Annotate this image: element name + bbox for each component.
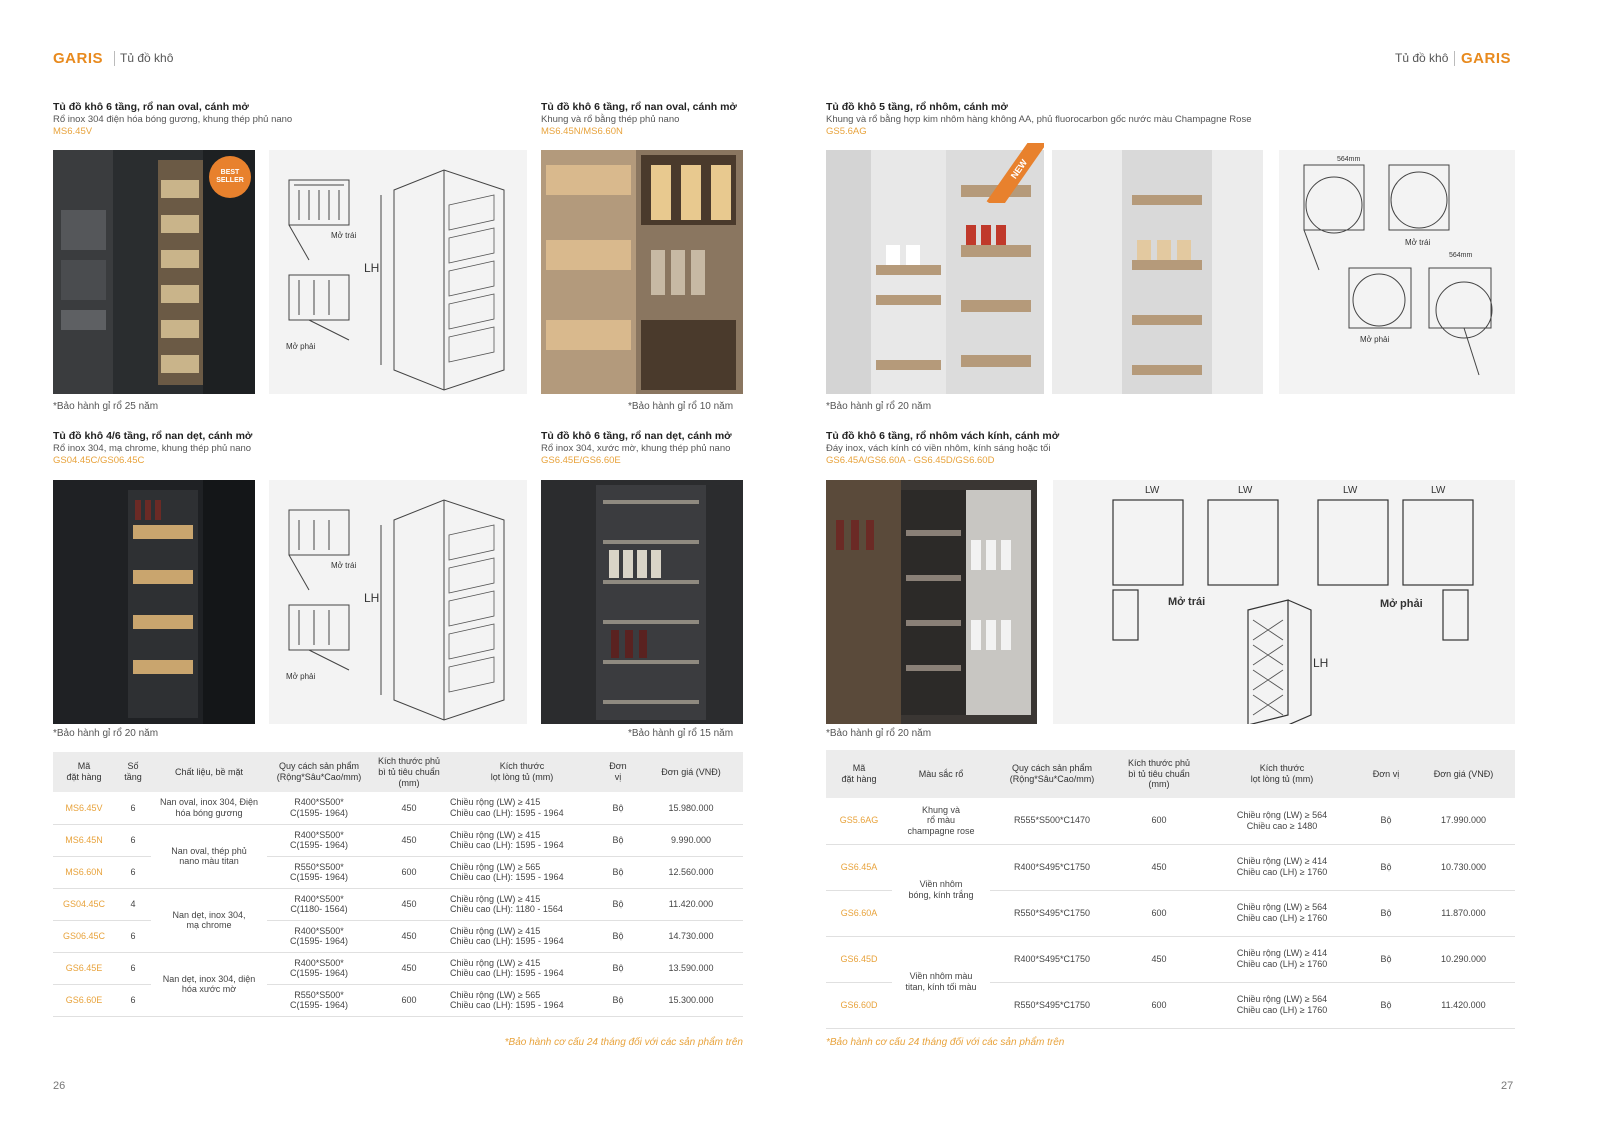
- drawing-label-dimension: 564mm: [1337, 156, 1361, 163]
- cell-code: GS6.60E: [53, 984, 115, 1016]
- cell-cabinet: 600: [1114, 890, 1204, 936]
- drawing-label-open-right: Mở phải: [1380, 598, 1423, 610]
- cell-tiers: 6: [115, 792, 151, 824]
- cell-unit: Bộ: [1360, 982, 1412, 1028]
- cell-price: 9.990.000: [639, 824, 743, 856]
- warranty-note: *Bảo hành gỉ rổ 25 năm: [53, 401, 159, 412]
- section-title: Tủ đồ khô: [120, 51, 174, 65]
- warranty-note: *Bảo hành gỉ rổ 20 năm: [826, 728, 932, 739]
- cell-inner: Chiều rộng (LW) ≥ 414 Chiều cao (LH) ≥ 1760: [1204, 936, 1360, 982]
- drawing-label-open-left: Mở trái: [331, 561, 357, 570]
- drawing-label-open-left: Mở trái: [1168, 596, 1206, 608]
- cell-price: 11.870.000: [1412, 890, 1515, 936]
- table-header-row: [826, 750, 1515, 798]
- page-number: 26: [53, 1080, 66, 1092]
- page-number: 27: [1501, 1080, 1514, 1092]
- cell-cabinet: 450: [371, 824, 447, 856]
- product-code: MS6.45N/MS6.60N: [541, 126, 623, 137]
- table-row: [53, 952, 743, 984]
- cell-unit: Bộ: [597, 920, 639, 952]
- drawing-label-lh: LH: [1313, 656, 1329, 670]
- product-photo-gs645a: [826, 480, 1037, 724]
- cell-cabinet: 600: [371, 984, 447, 1016]
- cell-inner: Chiều rộng (LW) ≥ 564 Chiều cao ≥ 1480: [1204, 798, 1360, 844]
- cell-unit: Bộ: [597, 824, 639, 856]
- drawing-label-lw: LW: [1431, 485, 1446, 496]
- new-badge-label: NEW: [987, 143, 1044, 203]
- cell-color: Viền nhôm bóng, kính trắng: [892, 844, 990, 936]
- cell-unit: Bộ: [1360, 798, 1412, 844]
- cell-unit: Bộ: [597, 952, 639, 984]
- drawing-label-lw: LW: [1343, 485, 1358, 496]
- brand-logo: GARIS: [1461, 50, 1512, 67]
- cell-price: 11.420.000: [1412, 982, 1515, 1028]
- cell-color: Khung và rổ màu champagne rose: [892, 798, 990, 844]
- column-header: Số tầng: [115, 752, 151, 792]
- cell-tiers: 6: [115, 856, 151, 888]
- product-photo-gs0645c: [53, 480, 255, 724]
- technical-drawing-gs56ag: [1279, 150, 1515, 394]
- cell-spec: R400*S500* C(1595- 1964): [267, 792, 371, 824]
- new-badge: [984, 143, 1044, 203]
- cell-spec: R400*S495*C1750: [990, 936, 1114, 982]
- cell-unit: Bộ: [597, 888, 639, 920]
- table-row: [826, 798, 1515, 844]
- cell-price: 12.560.000: [639, 856, 743, 888]
- product-description: Khung và rổ bằng thép phủ nano: [541, 114, 680, 125]
- table-header-row: [53, 752, 743, 792]
- cell-unit: Bộ: [1360, 890, 1412, 936]
- column-header: Kích thước lọt lòng tủ (mm): [447, 752, 597, 792]
- cell-spec: R550*S500* C(1595- 1964): [267, 856, 371, 888]
- mechanism-warranty-note: *Bảo hành cơ cấu 24 tháng đối với các sản phẩm trên: [504, 1037, 743, 1048]
- cell-cabinet: 450: [1114, 844, 1204, 890]
- cell-inner: Chiều rộng (LW) ≥ 415 Chiều cao (LH): 1595 - 1964: [447, 952, 597, 984]
- cell-spec: R550*S495*C1750: [990, 982, 1114, 1028]
- best-seller-badge: BEST SELLER: [209, 156, 251, 198]
- column-header: Mã đặt hàng: [826, 750, 892, 798]
- table-row: [53, 888, 743, 920]
- cell-code: GS6.45D: [826, 936, 892, 982]
- cell-inner: Chiều rộng (LW) ≥ 564 Chiều cao (LH) ≥ 1760: [1204, 890, 1360, 936]
- product-code: GS04.45C/GS06.45C: [53, 455, 145, 466]
- product-description: Rổ inox 304, xước mờ, khung thép phủ nano: [541, 443, 731, 454]
- cell-code: GS6.45A: [826, 844, 892, 890]
- cell-unit: Bộ: [1360, 936, 1412, 982]
- cell-price: 15.300.000: [639, 984, 743, 1016]
- cell-code: MS6.60N: [53, 856, 115, 888]
- product-code: GS6.45A/GS6.60A - GS6.45D/GS6.60D: [826, 455, 995, 466]
- product-code: MS6.45V: [53, 126, 93, 137]
- product-photo-gs56ag-closed: [1052, 150, 1263, 394]
- warranty-note: *Bảo hành gỉ rổ 20 năm: [53, 728, 159, 739]
- cell-inner: Chiều rộng (LW) ≥ 414 Chiều cao (LH) ≥ 1760: [1204, 844, 1360, 890]
- product-title: Tủ đồ khô 6 tầng, rổ nan oval, cánh mở: [53, 101, 249, 113]
- cell-tiers: 6: [115, 952, 151, 984]
- column-header: Kích thước phủ bì tủ tiêu chuẩn (mm): [1114, 750, 1204, 798]
- product-photo-gs645e: [541, 480, 743, 724]
- cell-price: 11.420.000: [639, 888, 743, 920]
- cell-material: Nan oval, thép phủ nano màu titan: [151, 824, 267, 888]
- cell-inner: Chiều rộng (LW) ≥ 565 Chiều cao (LH): 1595 - 1964: [447, 984, 597, 1016]
- cell-spec: R400*S500* C(1180- 1564): [267, 888, 371, 920]
- column-header: Đơn giá (VNĐ): [639, 752, 743, 792]
- drawing-label-lh: LH: [364, 261, 380, 275]
- cell-inner: Chiều rộng (LW) ≥ 415 Chiều cao (LH): 1180 - 1564: [447, 888, 597, 920]
- cell-color: Viền nhôm màu titan, kính tối màu: [892, 936, 990, 1028]
- cell-inner: Chiều rộng (LW) ≥ 415 Chiều cao (LH): 1595 - 1964: [447, 792, 597, 824]
- column-header: Kích thước lọt lòng tủ (mm): [1204, 750, 1360, 798]
- drawing-label-open-left: Mở trái: [1405, 238, 1431, 247]
- cell-unit: Bộ: [597, 792, 639, 824]
- page-27: [800, 0, 1600, 1138]
- cell-code: GS04.45C: [53, 888, 115, 920]
- cell-cabinet: 450: [1114, 936, 1204, 982]
- cell-unit: Bộ: [597, 856, 639, 888]
- brand-logo: GARIS: [53, 50, 104, 67]
- drawing-label-dimension: 564mm: [1449, 252, 1473, 259]
- price-table-left: [53, 752, 743, 1017]
- table-row: [53, 824, 743, 856]
- table-row: [826, 844, 1515, 890]
- column-header: Mã đặt hàng: [53, 752, 115, 792]
- cell-price: 17.990.000: [1412, 798, 1515, 844]
- cell-spec: R400*S500* C(1595- 1964): [267, 824, 371, 856]
- cell-tiers: 6: [115, 920, 151, 952]
- product-title: Tủ đồ khô 5 tầng, rổ nhôm, cánh mở: [826, 101, 1008, 113]
- cell-price: 10.730.000: [1412, 844, 1515, 890]
- cell-cabinet: 450: [371, 920, 447, 952]
- cell-material: Nan dẹt, inox 304, mạ chrome: [151, 888, 267, 952]
- cell-cabinet: 450: [371, 792, 447, 824]
- table-row: [53, 792, 743, 824]
- cell-unit: Bộ: [1360, 844, 1412, 890]
- cell-spec: R400*S500* C(1595- 1964): [267, 920, 371, 952]
- cell-tiers: 6: [115, 984, 151, 1016]
- cell-unit: Bộ: [597, 984, 639, 1016]
- drawing-label-open-right: Mở phải: [1360, 335, 1390, 344]
- cell-cabinet: 450: [371, 888, 447, 920]
- column-header: Đơn vị: [597, 752, 639, 792]
- cell-code: GS6.60D: [826, 982, 892, 1028]
- column-header: Chất liệu, bề mặt: [151, 752, 267, 792]
- cell-code: MS6.45N: [53, 824, 115, 856]
- column-header: Đơn giá (VNĐ): [1412, 750, 1515, 798]
- product-title: Tủ đồ khô 6 tầng, rổ nan dẹt, cánh mở: [541, 430, 732, 442]
- cell-inner: Chiều rộng (LW) ≥ 415 Chiều cao (LH): 1595 - 1964: [447, 920, 597, 952]
- cell-spec: R550*S500* C(1595- 1964): [267, 984, 371, 1016]
- drawing-label-lh: LH: [364, 591, 380, 605]
- column-header: Đơn vị: [1360, 750, 1412, 798]
- product-code: GS5.6AG: [826, 126, 867, 137]
- column-header: Quy cách sản phẩm (Rộng*Sâu*Cao/mm): [990, 750, 1114, 798]
- cell-spec: R400*S495*C1750: [990, 844, 1114, 890]
- table-row: [826, 936, 1515, 982]
- cell-inner: Chiều rộng (LW) ≥ 415 Chiều cao (LH): 1595 - 1964: [447, 824, 597, 856]
- drawing-label-lw: LW: [1145, 485, 1160, 496]
- cell-spec: R555*S500*C1470: [990, 798, 1114, 844]
- column-header: Quy cách sản phẩm (Rộng*Sâu*Cao/mm): [267, 752, 371, 792]
- warranty-note: *Bảo hành gỉ rổ 10 năm: [628, 401, 734, 412]
- cell-material: Nan oval, inox 304, Điện hóa bóng gương: [151, 792, 267, 824]
- cell-cabinet: 600: [371, 856, 447, 888]
- cell-code: MS6.45V: [53, 792, 115, 824]
- price-table-right: [826, 750, 1515, 1029]
- cell-material: Nan dẹt, inox 304, diện hóa xước mờ: [151, 952, 267, 1016]
- cell-tiers: 4: [115, 888, 151, 920]
- cell-spec: R550*S495*C1750: [990, 890, 1114, 936]
- cell-price: 13.590.000: [639, 952, 743, 984]
- drawing-label-open-left: Mở trái: [331, 231, 357, 240]
- column-header: Màu sắc rổ: [892, 750, 990, 798]
- drawing-label-open-right: Mở phải: [286, 342, 316, 351]
- product-code: GS6.45E/GS6.60E: [541, 455, 621, 466]
- technical-drawing-ms645: [269, 150, 527, 394]
- cell-tiers: 6: [115, 824, 151, 856]
- cell-cabinet: 600: [1114, 982, 1204, 1028]
- product-photo-ms645n: [541, 150, 743, 394]
- cell-price: 14.730.000: [639, 920, 743, 952]
- section-title: Tủ đồ khô: [1395, 51, 1449, 65]
- cell-spec: R400*S500* C(1595- 1964): [267, 952, 371, 984]
- cell-cabinet: 450: [371, 952, 447, 984]
- header-separator: [114, 51, 115, 66]
- product-title: Tủ đồ khô 6 tầng, rổ nan oval, cánh mở: [541, 101, 737, 113]
- cell-code: GS06.45C: [53, 920, 115, 952]
- cell-code: GS6.60A: [826, 890, 892, 936]
- cell-code: GS5.6AG: [826, 798, 892, 844]
- product-description: Rổ inox 304 điện hóa bóng gương, khung thép phủ nano: [53, 114, 293, 125]
- header-separator: [1454, 51, 1455, 66]
- product-title: Tủ đồ khô 6 tầng, rổ nhôm vách kính, cánh mở: [826, 430, 1060, 442]
- warranty-note: *Bảo hành gỉ rổ 15 năm: [628, 728, 734, 739]
- mechanism-warranty-note: *Bảo hành cơ cấu 24 tháng đối với các sản phẩm trên: [826, 1037, 1065, 1048]
- product-title: Tủ đồ khô 4/6 tầng, rổ nan dẹt, cánh mở: [53, 430, 253, 442]
- technical-drawing-gs645a: [1053, 480, 1515, 724]
- technical-drawing-gs0645c: [269, 480, 527, 724]
- cell-inner: Chiều rộng (LW) ≥ 565 Chiều cao (LH): 1595 - 1964: [447, 856, 597, 888]
- drawing-label-lw: LW: [1238, 485, 1253, 496]
- cell-price: 10.290.000: [1412, 936, 1515, 982]
- product-description: Rổ inox 304, mạ chrome, khung thép phủ nano: [53, 443, 252, 454]
- cell-cabinet: 600: [1114, 798, 1204, 844]
- drawing-label-open-right: Mở phải: [286, 672, 316, 681]
- column-header: Kích thước phủ bì tủ tiêu chuẩn (mm): [371, 752, 447, 792]
- warranty-note: *Bảo hành gỉ rổ 20 năm: [826, 401, 932, 412]
- cell-price: 15.980.000: [639, 792, 743, 824]
- product-description: Đáy inox, vách kính có viền nhôm, kính sáng hoặc tối: [826, 443, 1051, 454]
- cell-inner: Chiều rộng (LW) ≥ 564 Chiều cao (LH) ≥ 1760: [1204, 982, 1360, 1028]
- product-description: Khung và rổ bằng hợp kim nhôm hàng không AA, phủ fluorocarbon gốc nước màu Champagne Rose: [826, 114, 1252, 125]
- cell-code: GS6.45E: [53, 952, 115, 984]
